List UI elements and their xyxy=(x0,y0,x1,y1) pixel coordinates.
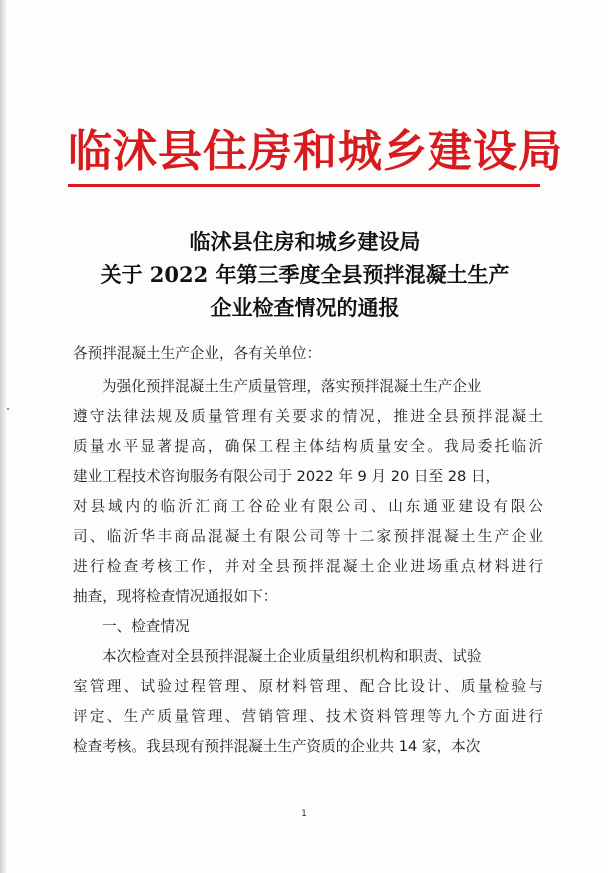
title-line-1: 临沭县住房和城乡建设局 xyxy=(189,229,421,254)
scan-edge xyxy=(0,0,6,873)
document-title xyxy=(60,225,550,324)
para2-line-4: 检查考核。我县现有预拌混凝土生产资质的企业共 14 家，本次 xyxy=(73,738,481,755)
para2-line-3: 评定、生产质量管理、营销管理、技术资料管理等九个方面进行 xyxy=(73,708,543,725)
para1-line-4: 建业工程技术咨询服务有限公司于 2022 年 9 月 20 日至 28 日， xyxy=(73,468,501,485)
para2-line-1: 本次检查对全县预拌混凝土企业质量组织机构和职责、试验 xyxy=(102,648,482,665)
para1-line-7: 进行检查考核工作，并对全县预拌混凝土企业进场重点材料进行 xyxy=(73,558,543,575)
para1-line-3: 质量水平显著提高，确保工程主体结构质量安全。我局委托临沂 xyxy=(73,438,543,455)
para1-line-1: 为强化预拌混凝土生产质量管理，落实预拌混凝土生产企业 xyxy=(102,378,482,395)
section-heading-inspection: 一、检查情况 xyxy=(102,618,190,635)
salutation: 各预拌混凝土生产企业，各有关单位： xyxy=(73,345,322,362)
para1-line-5: 对县域内的临沂汇商工谷砼业有限公司、山东通亚建设有限公 xyxy=(73,498,543,515)
para1-line-8: 抽查，现将检查情况通报如下： xyxy=(73,588,278,605)
title-line-3: 企业检查情况的通报 xyxy=(210,295,400,320)
letterhead-org-name: 临沭县住房和城乡建设局 xyxy=(68,126,563,177)
page-number: 1 xyxy=(301,809,307,819)
para1-line-2: 遵守法律法规及质量管理有关要求的情况，推进全县预拌混凝土 xyxy=(73,408,543,425)
para1-line-6: 司、临沂华丰商品混凝土有限公司等十二家预拌混凝土生产企业 xyxy=(73,528,543,545)
letterhead-red-rule xyxy=(68,184,540,187)
para2-line-2: 室管理、试验过程管理、原材料管理、配合比设计、质量检验与 xyxy=(73,678,543,695)
title-line-2: 关于 2022 年第三季度全县预拌混凝土生产 xyxy=(100,262,510,287)
scan-speck xyxy=(7,408,9,410)
